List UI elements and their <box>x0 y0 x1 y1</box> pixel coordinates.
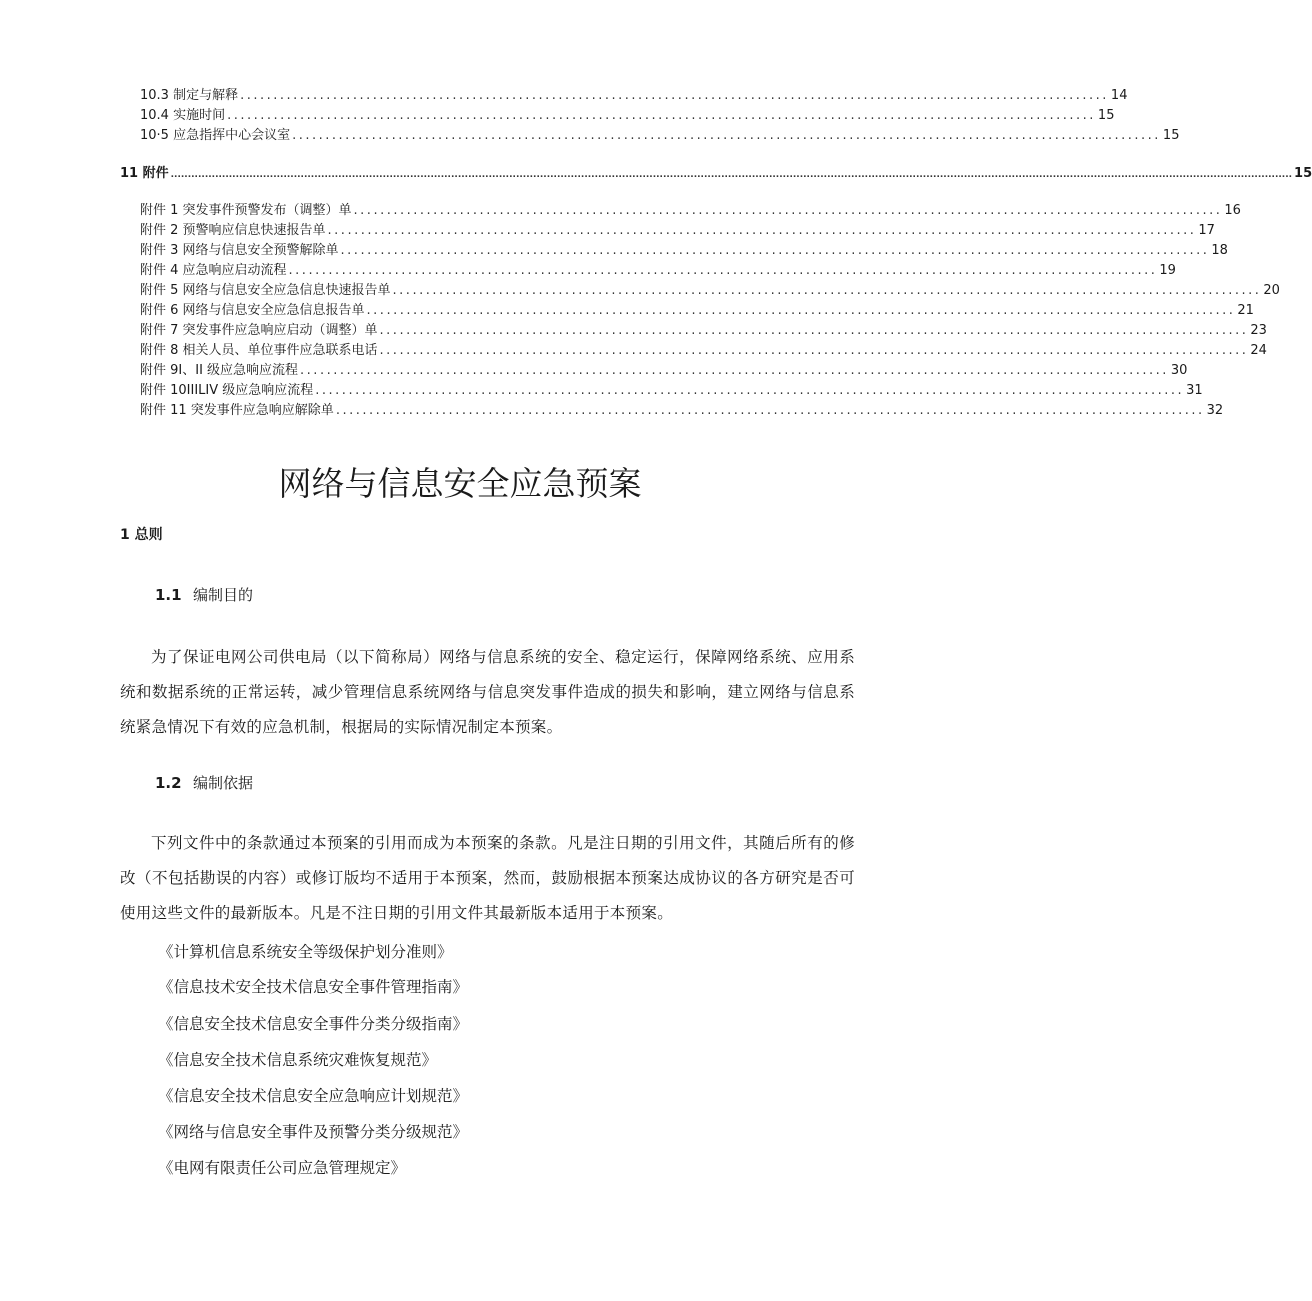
subsection-title: 编制依据 <box>193 774 254 792</box>
toc-leader: ................................................................................................................................... <box>392 283 1262 298</box>
toc-page-number: 14 <box>1110 88 1128 103</box>
toc-page-number: 30 <box>1170 363 1188 378</box>
reference-item: 《电网有限责任公司应急管理规定》 <box>158 1159 407 1177</box>
toc-entry-label: 附件 1 突发事件预警发布（调整）单 <box>140 203 352 218</box>
toc-page-number: 31 <box>1186 383 1203 398</box>
toc-attachment-entry[interactable] <box>140 342 1267 360</box>
toc-entry-label: 附件 3 网络与信息安全预警解除单 <box>140 243 339 258</box>
toc-page-number: 15 <box>1294 166 1312 181</box>
subsection-heading <box>155 584 253 605</box>
toc-page-number: 15 <box>1162 128 1180 143</box>
toc-entry-label: 10.3 制定与解释 <box>140 88 239 103</box>
toc-leader: ................................................................................................................................... <box>315 383 1185 398</box>
toc-leader: ................................................................................................................................... <box>353 203 1223 218</box>
toc-leader: ................................................................................................................................... <box>240 88 1109 103</box>
toc-leader: ................................................................................................................................... <box>366 303 1236 318</box>
section-heading: 1 总则 <box>120 527 163 543</box>
toc-entry-label: 10·5 应急指挥中心会议室 <box>140 128 291 143</box>
toc-entry-label: 附件 9I、II 级应急响应流程 <box>140 363 299 378</box>
subsection-title: 编制目的 <box>193 586 254 604</box>
toc-page-number: 20 <box>1263 283 1280 298</box>
toc-entry-label: 附件 5 网络与信息安全应急信息快速报告单 <box>140 283 391 298</box>
subsection-heading <box>155 772 253 793</box>
document-title: 网络与信息安全应急预案 <box>278 464 642 503</box>
paragraph: 为了保证电网公司供电局（以下简称局）网络与信息系统的安全、稳定运行，保障网络系统、应用系统和数据系统的正常运转，减少管理信息系统网络与信息突发事件造成的损失和影响，建立网络与信息系统紧急情况下有效的应急机制，根据局的实际情况制定本预案。 <box>120 648 855 736</box>
toc-leader: ........................................................................................................................................................................................................................................................................................................................................ <box>170 170 1293 180</box>
toc-leader: ................................................................................................................................... <box>227 108 1096 123</box>
toc-attachment-entry[interactable] <box>140 302 1254 320</box>
toc-attachment-entry[interactable] <box>140 262 1176 280</box>
toc-leader: ................................................................................................................................... <box>288 263 1158 278</box>
reference-item: 《信息技术安全技术信息安全事件管理指南》 <box>158 978 469 996</box>
toc-page-number: 23 <box>1250 323 1267 338</box>
reference-item: 《网络与信息安全事件及预警分类分级规范》 <box>158 1123 469 1141</box>
toc-entry-label: 附件 7 突发事件应急响应启动（调整）单 <box>140 323 378 338</box>
toc-leader: ................................................................................................................................... <box>379 343 1249 358</box>
toc-page-number: 15 <box>1097 108 1115 123</box>
toc-section-label: 11 附件 <box>120 166 169 181</box>
toc-page-number: 21 <box>1237 303 1254 318</box>
toc-attachment-entry[interactable] <box>140 322 1267 340</box>
toc-leader: ................................................................................................................................... <box>292 128 1161 143</box>
toc-leader: ................................................................................................................................... <box>335 403 1205 418</box>
toc-section-entry[interactable] <box>120 165 1312 184</box>
toc-entry-label: 附件 6 网络与信息安全应急信息报告单 <box>140 303 365 318</box>
reference-item: 《信息安全技术信息系统灾难恢复规范》 <box>158 1051 438 1069</box>
toc-attachment-entry[interactable] <box>140 402 1224 420</box>
toc-leader: ................................................................................................................................... <box>300 363 1169 378</box>
paragraph: 下列文件中的条款通过本预案的引用而成为本预案的条款。凡是注日期的引用文件，其随后所有的修改（不包括勘误的内容）或修订版均不适用于本预案，然而，鼓励根据本预案达成协议的各方研究是否可使用这些文件的最新版本。凡是不注日期的引用文件其最新版本适用于本预案。 <box>120 834 855 922</box>
toc-attachment-entry[interactable] <box>140 222 1215 240</box>
reference-item: 《计算机信息系统安全等级保护划分准则》 <box>158 943 453 961</box>
toc-attachment-entry[interactable] <box>140 382 1203 400</box>
toc-attachment-entry[interactable] <box>140 242 1228 260</box>
toc-entry[interactable] <box>140 127 1180 145</box>
toc-entry-label: 附件 11 突发事件应急响应解除单 <box>140 403 334 418</box>
toc-page-number: 18 <box>1211 243 1228 258</box>
reference-item: 《信息安全技术信息安全应急响应计划规范》 <box>158 1087 469 1105</box>
toc-entry[interactable] <box>140 87 1128 105</box>
reference-item: 《信息安全技术信息安全事件分类分级指南》 <box>158 1015 469 1033</box>
toc-entry-label: 附件 2 预警响应信息快速报告单 <box>140 223 326 238</box>
toc-page-number: 19 <box>1159 263 1176 278</box>
toc-entry-label: 附件 8 相关人员、单位事件应急联系电话 <box>140 343 378 358</box>
toc-leader: ................................................................................................................................... <box>379 323 1249 338</box>
subsection-number: 1.2 <box>155 774 182 792</box>
toc-page-number: 24 <box>1250 343 1267 358</box>
toc-entry-label: 附件 10IIILIV 级应急响应流程 <box>140 383 314 398</box>
subsection-number: 1.1 <box>155 586 182 604</box>
toc-attachment-entry[interactable] <box>140 362 1188 380</box>
toc-entry-label: 附件 4 应急响应启动流程 <box>140 263 287 278</box>
toc-entry[interactable] <box>140 107 1115 125</box>
toc-page-number: 32 <box>1206 403 1224 418</box>
toc-attachment-entry[interactable] <box>140 202 1241 220</box>
toc-leader: ................................................................................................................................... <box>340 243 1210 258</box>
toc-leader: ................................................................................................................................... <box>327 223 1197 238</box>
toc-entry-label: 10.4 实施时间 <box>140 108 226 123</box>
toc-attachment-entry[interactable] <box>140 282 1280 300</box>
toc-page-number: 16 <box>1224 203 1241 218</box>
toc-page-number: 17 <box>1198 223 1215 238</box>
